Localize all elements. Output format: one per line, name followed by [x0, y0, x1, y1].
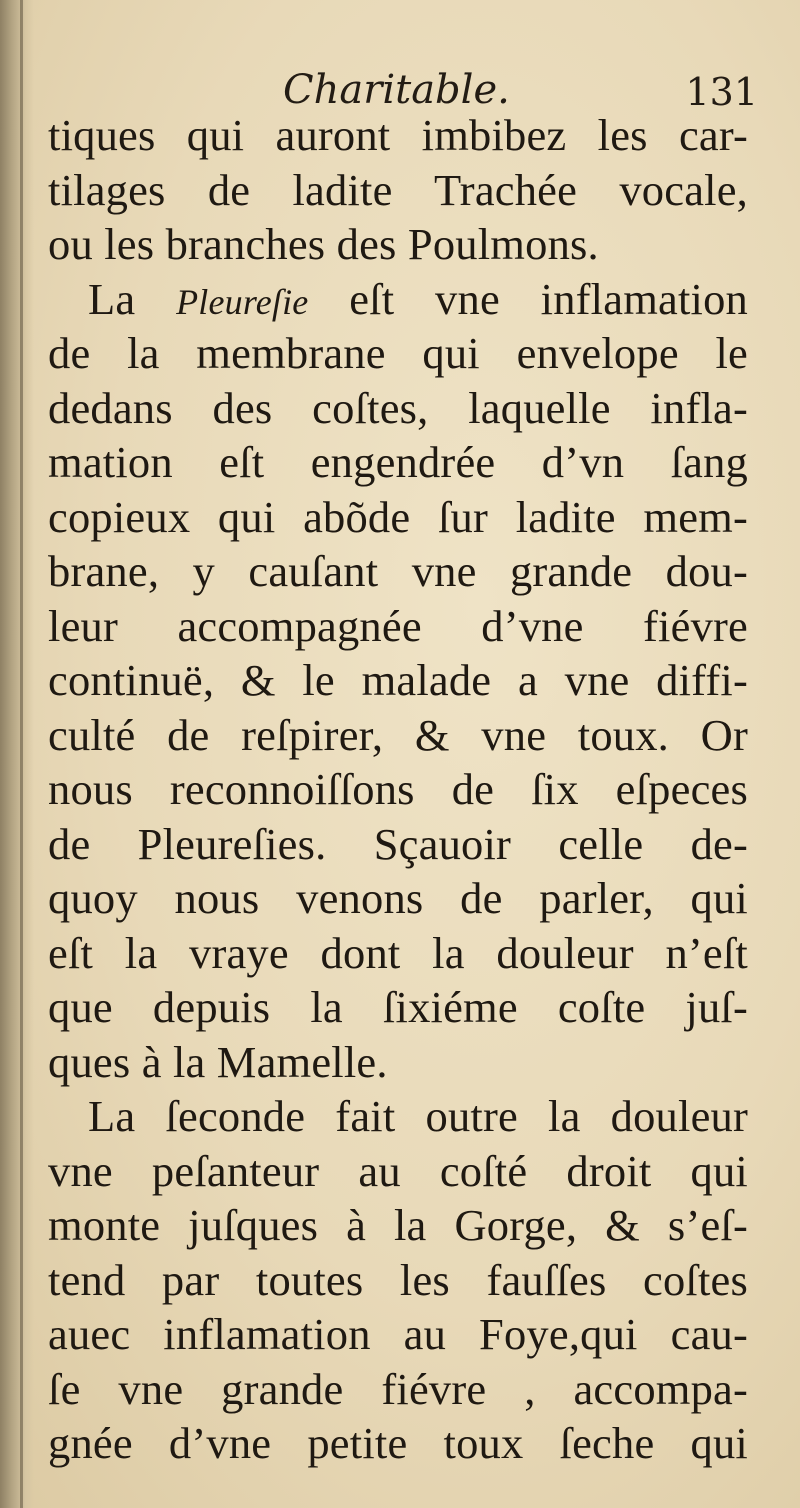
text-fragment: eſt vne inflamation: [308, 273, 748, 324]
text-line: brane, y cauſant vne grande dou-: [48, 546, 748, 596]
text-line: continuë, & le malade a vne diffi-: [48, 655, 748, 705]
text-line: dedans des coſtes, laquelle infla-: [48, 382, 748, 433]
text-line: copieux qui abõde ſur ladite mem-: [48, 491, 748, 542]
page-number: 131: [685, 70, 758, 114]
text-line: quoy nous venons de parler, qui: [48, 873, 748, 923]
text-fragment: La: [88, 273, 177, 324]
text-line: La ſeconde fait outre la douleur: [88, 1091, 748, 1141]
text-line: monte juſques à la Gorge, & s’eſ-: [48, 1200, 748, 1250]
text-line: mation eſt engendrée d’vn ſang: [48, 437, 748, 487]
text-line: ſe vne grande fiévre , accompa-: [48, 1363, 748, 1414]
text-line: tilages de ladite Trachée vocale,: [48, 164, 748, 215]
text-line: que depuis la ſixiéme coſte juſ-: [48, 982, 748, 1032]
binding-edge: [20, 0, 23, 1508]
text-line: de Pleureſies. Sçauoir celle de-: [48, 818, 748, 869]
text-line: gnée d’vne petite toux ſeche qui: [48, 1418, 748, 1468]
text-line: auec inflamation au Foye,qui cau-: [48, 1309, 748, 1359]
body-text: [48, 108, 748, 1471]
text-line: leur accompagnée d’vne fiévre: [48, 600, 748, 651]
text-line: vne peſanteur au coſté droit qui: [48, 1145, 748, 1196]
text-line: tend par toutes les fauſſes coſtes: [48, 1254, 748, 1305]
italic-term: Pleureſie: [176, 281, 309, 322]
text-line: culté de reſpirer, & vne toux. Or: [48, 709, 748, 760]
text-line: nous reconnoiſſons de ſix eſpeces: [48, 764, 748, 814]
text-line: ques à la Mamelle.: [48, 1036, 388, 1087]
text-line: tiques qui auront imbibez les car-: [48, 110, 748, 160]
running-title: Charitable.: [283, 67, 510, 113]
page-gutter: [0, 0, 34, 1508]
text-line: [48, 272, 748, 327]
text-line: ou les branches des Poulmons.: [48, 219, 599, 269]
text-line: de la membrane qui envelope le: [48, 328, 748, 378]
text-line: eſt la vraye dont la douleur n’eſt: [48, 927, 748, 978]
